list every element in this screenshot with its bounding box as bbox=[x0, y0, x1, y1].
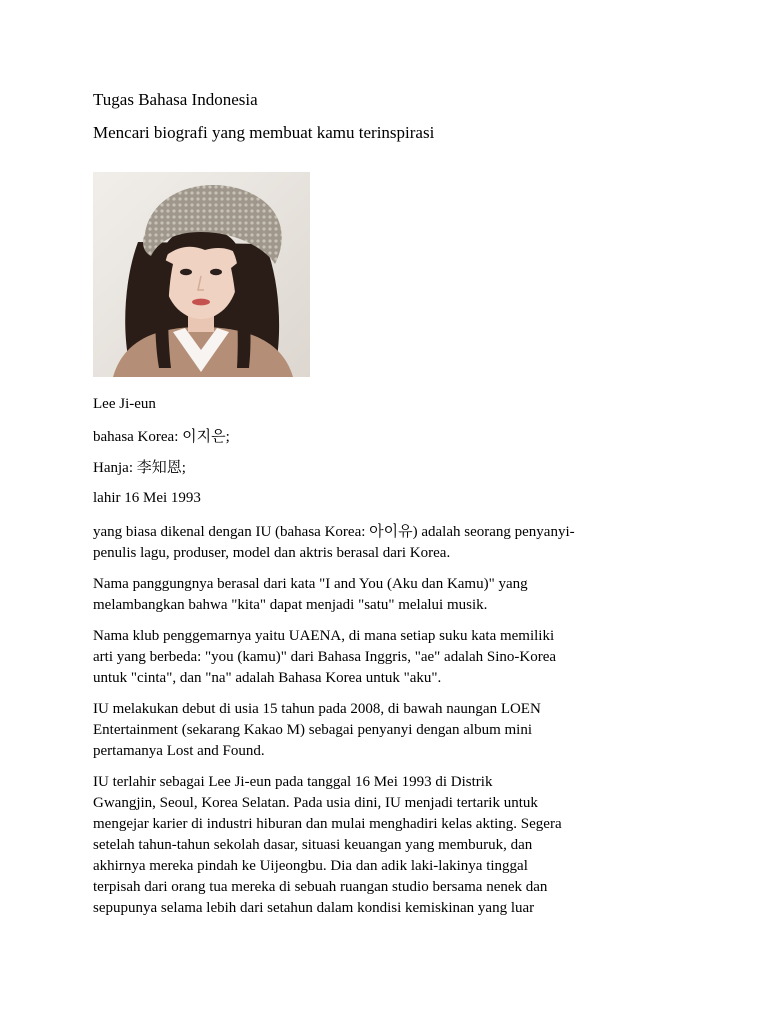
text-line: melambangkan bahwa "kita" dapat menjadi "satu" melalui musik. bbox=[93, 597, 488, 613]
text-line: setelah tahun-tahun sekolah dasar, situasi keuangan yang memburuk, dan bbox=[93, 837, 533, 853]
text-line: arti yang berbeda: "you (kamu)" dari Bahasa Inggris, "ae" adalah Sino-Korea bbox=[93, 649, 557, 665]
text-line: Nama klub penggemarnya yaitu UAENA, di mana setiap suku kata memiliki bbox=[93, 628, 555, 644]
birth-date: lahir 16 Mei 1993 bbox=[93, 490, 201, 506]
korean-name: bahasa Korea: 이지은; bbox=[93, 429, 230, 445]
text-line: sepupunya selama lebih dari setahun dalam kondisi kemiskinan yang luar bbox=[93, 900, 535, 916]
text-line: Entertainment (sekarang Kakao M) sebagai penyanyi dengan album mini bbox=[93, 722, 533, 738]
portrait-photo bbox=[93, 172, 310, 377]
paragraph bbox=[93, 522, 693, 564]
text-line: IU terlahir sebagai Lee Ji-eun pada tanggal 16 Mei 1993 di Distrik bbox=[93, 774, 493, 790]
paragraph bbox=[93, 699, 693, 762]
text-line: terpisah dari orang tua mereka di sebuah ruangan studio bersama nenek dan bbox=[93, 879, 548, 895]
text-line: untuk "cinta", dan "na" adalah Bahasa Korea untuk "aku". bbox=[93, 670, 442, 686]
paragraph bbox=[93, 772, 693, 919]
paragraph bbox=[93, 574, 693, 616]
assignment-subtitle: Mencari biografi yang membuat kamu terinspirasi bbox=[93, 123, 435, 142]
hanja-name: Hanja: 李知恩; bbox=[93, 460, 186, 476]
paragraph bbox=[93, 626, 693, 689]
text-line: penulis lagu, produser, model dan aktris berasal dari Korea. bbox=[93, 545, 451, 561]
portrait-photo-icon bbox=[93, 172, 310, 377]
biography-text bbox=[93, 522, 693, 929]
text-line: Gwangjin, Seoul, Korea Selatan. Pada usia dini, IU menjadi tertarik untuk bbox=[93, 795, 538, 811]
text-line: yang biasa dikenal dengan IU (bahasa Korea: 아이유) adalah seorang penyanyi- bbox=[93, 524, 575, 540]
assignment-title: Tugas Bahasa Indonesia bbox=[93, 90, 258, 109]
text-line: Nama panggungnya berasal dari kata "I and You (Aku dan Kamu)" yang bbox=[93, 576, 528, 592]
text-line: pertamanya Lost and Found. bbox=[93, 743, 265, 759]
text-line: akhirnya mereka pindah ke Uijeongbu. Dia dan adik laki-lakinya tinggal bbox=[93, 858, 528, 874]
text-line: IU melakukan debut di usia 15 tahun pada 2008, di bawah naungan LOEN bbox=[93, 701, 541, 717]
person-name: Lee Ji-eun bbox=[93, 396, 156, 412]
text-line: mengejar karier di industri hiburan dan mulai menghadiri kelas akting. Segera bbox=[93, 816, 562, 832]
